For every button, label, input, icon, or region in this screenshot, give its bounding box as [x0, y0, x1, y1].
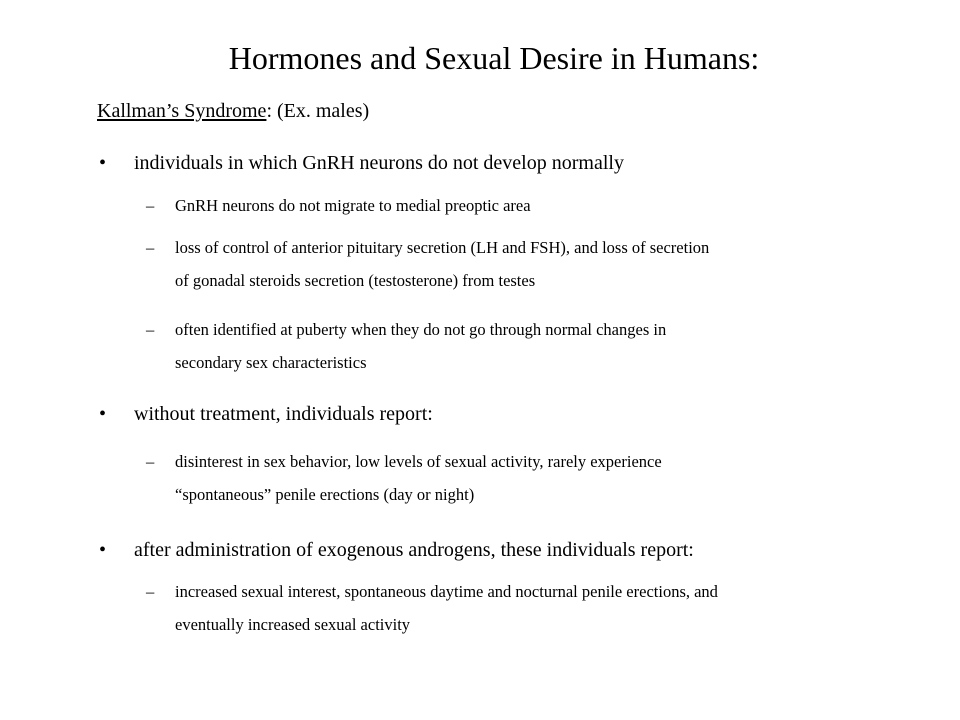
dash-icon: –	[146, 196, 155, 215]
sub-bullet-line: GnRH neurons do not migrate to medial preoptic area	[175, 196, 531, 215]
sub-bullet-line: eventually increased sexual activity	[175, 615, 411, 634]
dash-icon: –	[146, 452, 155, 471]
dash-icon: –	[146, 320, 155, 339]
bullet-text: after administration of exogenous androgens, these individuals report:	[134, 539, 694, 561]
dash-icon: –	[146, 582, 155, 601]
bullet-text: individuals in which GnRH neurons do not develop normally	[134, 152, 624, 174]
slide-title: Hormones and Sexual Desire in Humans:	[228, 40, 760, 76]
sub-bullet-line: often identified at puberty when they do not go through normal changes in	[175, 320, 667, 339]
sub-bullet-line: of gonadal steroids secretion (testosterone) from testes	[175, 271, 536, 290]
sub-bullet-line: disinterest in sex behavior, low levels of sexual activity, rarely experience	[175, 452, 662, 471]
slide-subtitle	[97, 97, 369, 125]
syndrome-name: Kallman’s Syndrome	[97, 100, 267, 122]
bullet-dot-icon: •	[99, 539, 107, 561]
sub-bullet-line: loss of control of anterior pituitary secretion (LH and FSH), and loss of secretion	[175, 238, 710, 257]
bullet-text: without treatment, individuals report:	[134, 403, 433, 425]
sub-bullet-line: increased sexual interest, spontaneous daytime and nocturnal penile erections, and	[175, 582, 718, 601]
sub-bullet-line: secondary sex characteristics	[175, 353, 367, 372]
bullet-dot-icon: •	[99, 152, 107, 174]
sub-bullet-line: “spontaneous” penile erections (day or night)	[175, 485, 475, 504]
dash-icon: –	[146, 238, 155, 257]
bullet-dot-icon: •	[99, 403, 107, 425]
subtitle-qualifier: : (Ex. males)	[266, 100, 370, 122]
